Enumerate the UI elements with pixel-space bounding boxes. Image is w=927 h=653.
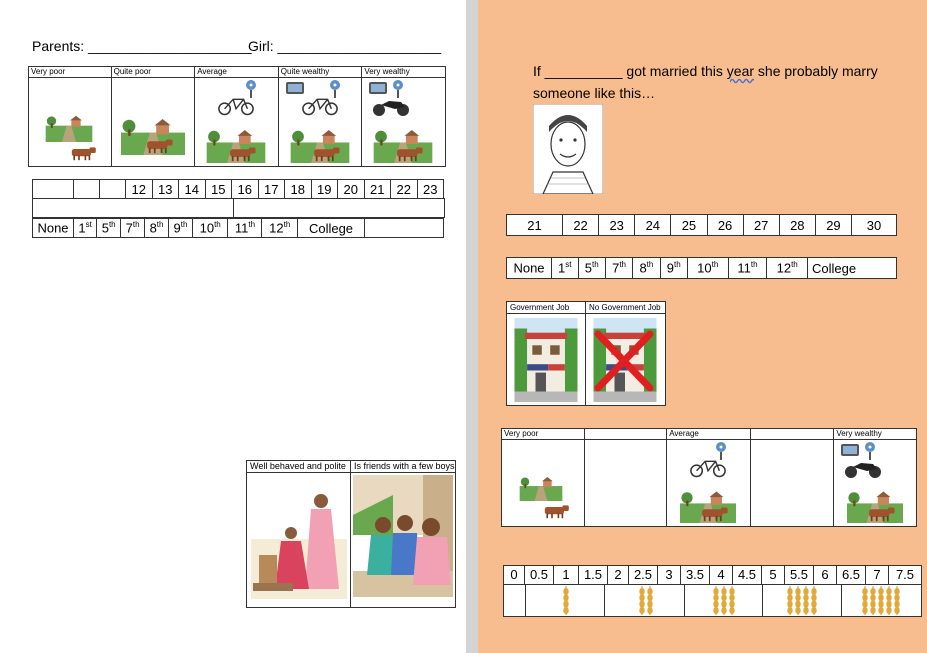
dowry-value: 7.5 — [888, 566, 921, 584]
wealth-label — [585, 429, 667, 440]
groom-education-table — [506, 257, 897, 279]
behaviour-label: Well behaved and polite — [247, 461, 350, 473]
question-text: she probably marry — [757, 63, 878, 79]
education-cell[interactable]: 1st — [552, 258, 579, 279]
age-cell[interactable]: 13 — [152, 180, 179, 199]
dowry-value: 1 — [553, 566, 578, 584]
job-option-no-government[interactable] — [586, 302, 665, 405]
dowry-value: 5.5 — [784, 566, 813, 584]
groom-wealth-grid — [501, 428, 917, 527]
wealth-scale-grid — [28, 66, 446, 167]
groom-age-table — [506, 214, 897, 236]
age-cell[interactable]: 16 — [232, 180, 259, 199]
age-cell[interactable]: 28 — [779, 215, 815, 236]
dowry-header-row — [504, 566, 921, 585]
cross-icon — [594, 330, 654, 392]
age-cell[interactable]: 22 — [391, 180, 418, 199]
age-cell[interactable]: 17 — [258, 180, 285, 199]
wealth-option-very-poor[interactable] — [29, 67, 112, 166]
wealth-label: Very poor — [502, 429, 584, 440]
education-row — [33, 219, 444, 238]
age-cell[interactable] — [74, 180, 100, 199]
education-cell[interactable]: 10th — [192, 219, 228, 238]
dowry-value: 6.5 — [836, 566, 865, 584]
motorbike-icon — [842, 455, 884, 479]
education-cell[interactable]: 12th — [767, 258, 808, 279]
age-row — [507, 215, 897, 236]
dowry-value: 5 — [761, 566, 784, 584]
wheat-bundle-icon[interactable] — [786, 586, 794, 615]
age-cell[interactable]: 14 — [179, 180, 206, 199]
age-cell[interactable]: 15 — [205, 180, 232, 199]
dowry-icon-row — [504, 585, 921, 616]
wealth-label: Very poor — [29, 67, 111, 78]
age-row — [33, 180, 444, 199]
wheat-bundle-icon[interactable] — [810, 586, 818, 615]
age-cell[interactable]: 29 — [815, 215, 851, 236]
age-cell[interactable]: 19 — [311, 180, 338, 199]
building-icon — [510, 318, 582, 402]
age-cell[interactable]: 23 — [417, 180, 444, 199]
wheat-bundle-icon[interactable] — [794, 586, 802, 615]
behaviour-card-friends[interactable] — [351, 461, 455, 607]
wheat-bundle-icon[interactable] — [893, 586, 901, 615]
dowry-value: 2 — [607, 566, 628, 584]
wheat-bundle-icon[interactable] — [877, 586, 885, 615]
wealth-label: Average — [195, 67, 278, 78]
motorbike-icon — [370, 93, 412, 117]
wealth-option-very-wealthy[interactable] — [834, 429, 916, 526]
dowry-value: 0.5 — [524, 566, 553, 584]
groom-portrait-icon[interactable] — [533, 104, 603, 194]
job-options — [506, 301, 666, 406]
age-cell[interactable]: 23 — [599, 215, 635, 236]
education-cell[interactable]: 7th — [121, 219, 145, 238]
cow-icon — [697, 505, 731, 522]
age-cell[interactable]: 21 — [507, 215, 563, 236]
wealth-label: Average — [667, 429, 750, 440]
question-line-1 — [533, 63, 878, 79]
education-cell[interactable]: 1st — [74, 219, 97, 238]
age-cell[interactable]: 30 — [852, 215, 897, 236]
behaviour-card-polite[interactable] — [247, 461, 351, 607]
wealth-option-very-wealthy[interactable] — [362, 67, 445, 166]
dowry-value: 4.5 — [732, 566, 761, 584]
bicycle-icon — [217, 93, 255, 117]
wheat-bundle-icon[interactable] — [728, 586, 736, 615]
education-cell[interactable] — [365, 219, 444, 238]
cow-icon — [309, 145, 343, 162]
wealth-option-quite-poor[interactable] — [112, 67, 196, 166]
job-label: Government Job — [507, 302, 585, 314]
education-cell[interactable]: 7th — [605, 258, 632, 279]
wheat-bundle-icon[interactable] — [802, 586, 810, 615]
job-label: No Government Job — [586, 302, 665, 314]
cow-icon — [142, 137, 176, 154]
wealth-option-quite-wealthy[interactable] — [751, 429, 835, 526]
wealth-label: Very wealthy — [834, 429, 916, 440]
education-cell[interactable]: 11th — [228, 219, 262, 238]
education-cell[interactable]: 5th — [97, 219, 121, 238]
cow-icon — [392, 145, 426, 162]
job-option-government[interactable] — [507, 302, 586, 405]
wheat-bundle-icon[interactable] — [638, 586, 646, 615]
wheat-bundle-icon[interactable] — [885, 586, 893, 615]
wheat-bundle-icon[interactable] — [712, 586, 720, 615]
spacer-row — [32, 198, 445, 218]
wheat-bundle-icon[interactable] — [646, 586, 654, 615]
education-cell[interactable]: 9th — [168, 219, 192, 238]
wealth-option-average[interactable] — [667, 429, 751, 526]
education-cell[interactable]: 11th — [728, 258, 767, 279]
age-cell[interactable]: 27 — [743, 215, 779, 236]
wheat-bundle-icon[interactable] — [562, 586, 570, 615]
bicycle-icon — [689, 455, 727, 479]
family-scene-icon — [251, 479, 347, 599]
page-gutter — [466, 0, 478, 653]
parents-label[interactable]: Parents: _____________________ — [32, 38, 252, 54]
age-cell[interactable]: 20 — [338, 180, 365, 199]
age-cell[interactable]: 21 — [364, 180, 391, 199]
girl-label[interactable]: Girl: _____________________ — [248, 38, 442, 54]
wealth-label: Quite wealthy — [279, 67, 362, 78]
wheat-bundle-icon[interactable] — [869, 586, 877, 615]
question-line-2: someone like this… — [533, 85, 656, 101]
age-cell[interactable] — [100, 180, 126, 199]
village-scene-icon — [508, 469, 574, 501]
education-cell[interactable]: 8th — [145, 219, 169, 238]
wealth-option-average[interactable] — [195, 67, 279, 166]
age-cell[interactable]: 18 — [285, 180, 312, 199]
wealth-option-very-poor[interactable] — [502, 429, 585, 526]
education-cell[interactable]: 8th — [633, 258, 660, 279]
age-cell[interactable]: 25 — [671, 215, 707, 236]
education-row — [507, 258, 897, 279]
village-scene-icon — [33, 107, 105, 142]
wealth-option-quite-wealthy[interactable] — [279, 67, 363, 166]
wealth-option-quite-poor[interactable] — [585, 429, 668, 526]
girl-education-table — [32, 218, 444, 238]
question-year-word: year — [726, 63, 755, 79]
education-cell[interactable]: 12th — [262, 219, 298, 238]
education-cell[interactable]: None — [507, 258, 552, 279]
age-cell[interactable]: 12 — [126, 180, 153, 199]
dowry-value: 2.5 — [628, 566, 657, 584]
dowry-value: 4 — [709, 566, 732, 584]
wealth-label: Very wealthy — [362, 67, 445, 78]
dowry-scale — [503, 565, 922, 617]
girl-age-table — [32, 179, 444, 199]
behaviour-cards — [246, 460, 456, 608]
education-cell[interactable]: 10th — [687, 258, 728, 279]
cow-icon — [67, 145, 99, 161]
education-cell[interactable]: College — [298, 219, 365, 238]
wealth-label: Quite poor — [112, 67, 195, 78]
wheat-bundle-icon[interactable] — [861, 586, 869, 615]
age-cell[interactable]: 26 — [707, 215, 743, 236]
right-page — [478, 0, 927, 653]
age-cell[interactable]: 24 — [635, 215, 671, 236]
bicycle-icon — [301, 93, 339, 117]
cow-icon — [225, 145, 259, 162]
row-divider — [233, 198, 234, 217]
education-cell[interactable]: College — [808, 258, 897, 279]
dowry-value: 0 — [510, 567, 518, 582]
wealth-label — [751, 429, 834, 440]
friends-scene-icon — [353, 475, 453, 597]
dowry-value: 3.5 — [680, 566, 709, 584]
dowry-value: 6 — [813, 566, 836, 584]
cow-icon — [864, 505, 898, 522]
dowry-value: 1.5 — [578, 566, 607, 584]
cow-icon — [540, 503, 572, 519]
question-text: If __________ got married this — [533, 63, 723, 79]
education-cell[interactable]: 9th — [660, 258, 687, 279]
dowry-value: 3 — [657, 566, 680, 584]
education-cell[interactable]: 5th — [578, 258, 605, 279]
wheat-bundle-icon[interactable] — [720, 586, 728, 615]
age-cell[interactable]: 22 — [563, 215, 599, 236]
behaviour-label: Is friends with a few boys — [351, 461, 455, 473]
age-cell[interactable] — [33, 180, 74, 199]
education-cell[interactable]: None — [33, 219, 74, 238]
dowry-value: 7 — [865, 566, 888, 584]
